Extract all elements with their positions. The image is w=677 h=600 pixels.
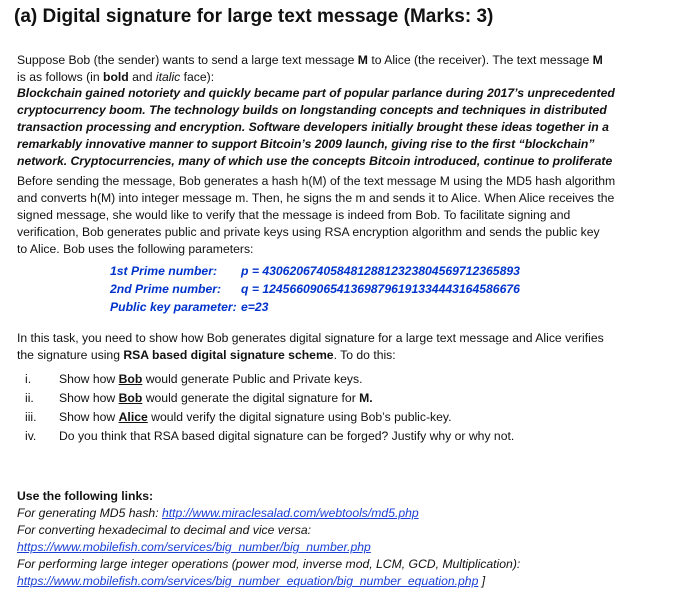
message-line: cryptocurrency boom. The technology builds on longstanding concepts and techniques in distributed bbox=[17, 103, 607, 117]
param-value: q = 12456609065413698796191334443164586676 bbox=[241, 282, 520, 296]
intro-text: to Alice (the receiver). The text message bbox=[367, 53, 593, 67]
message-line: remarkably innovative manner to support Bitcoin’s 2009 launch, giving rise to the first “blockchain” bbox=[17, 137, 595, 151]
step-text bbox=[59, 408, 452, 427]
step-text bbox=[59, 370, 363, 389]
param-label: Public key parameter: bbox=[110, 300, 237, 314]
rsa-parameters bbox=[110, 262, 520, 316]
hex-label: For converting hexadecimal to decimal and vice versa: bbox=[17, 523, 311, 537]
paragraph-line: Before sending the message, Bob generates a hash h(M) of the text message M using the MD5 hash algorithm bbox=[17, 174, 616, 188]
scheme-name: RSA based digital signature scheme bbox=[123, 348, 334, 362]
intro-paragraph bbox=[17, 52, 657, 86]
task-text: the signature using bbox=[17, 348, 124, 362]
links-heading: Use the following links: bbox=[17, 489, 154, 503]
bignum-link[interactable]: https://www.mobilefish.com/services/big_number_equation/big_number_equation.php bbox=[17, 574, 479, 588]
list-item bbox=[17, 427, 514, 446]
message-symbol: M bbox=[357, 53, 368, 67]
paragraph-line: In this task, you need to show how Bob generates digital signature for a large text message and Alice verifies bbox=[17, 331, 604, 345]
message-line: network. Cryptocurrencies, many of which use the concepts Bitcoin introduced, continue to proliferate bbox=[17, 154, 613, 168]
paragraph-line: verification, Bob generates public and private keys using RSA encryption algorithm and sends the public key bbox=[17, 225, 600, 239]
param-row-e bbox=[110, 298, 520, 316]
step-post: would verify the digital signature using Bob’s public-key. bbox=[147, 410, 452, 424]
task-steps-list bbox=[17, 370, 514, 446]
step-pre: Show how bbox=[59, 391, 119, 405]
message-text bbox=[17, 85, 657, 170]
md5-link-row bbox=[17, 505, 520, 522]
list-item bbox=[17, 370, 514, 389]
step-number: ii. bbox=[25, 391, 34, 405]
paragraph-line: to Alice. Bob uses the following parameters: bbox=[17, 242, 254, 256]
list-item bbox=[17, 408, 514, 427]
links-section bbox=[17, 488, 520, 590]
step-text: Do you think that RSA based digital signature can be forged? Justify why or why not. bbox=[59, 429, 515, 443]
md5-label: For generating MD5 hash: bbox=[17, 506, 162, 520]
step-actor: Bob bbox=[118, 391, 143, 405]
message-symbol: M bbox=[592, 53, 603, 67]
task-paragraph bbox=[17, 330, 657, 364]
intro-text: Suppose Bob (the sender) wants to send a large text message bbox=[17, 53, 358, 67]
list-item bbox=[17, 389, 514, 408]
step-number: iii. bbox=[25, 410, 37, 424]
section-title: (a) Digital signature for large text message (Marks: 3) bbox=[14, 6, 494, 27]
step-post: would generate Public and Private keys. bbox=[142, 372, 363, 386]
intro-text: face): bbox=[180, 70, 215, 84]
param-value: e=23 bbox=[241, 300, 269, 314]
bignum-label: For performing large integer operations (power mod, inverse mod, LCM, GCD, Multiplication): bbox=[17, 557, 521, 571]
procedure-paragraph bbox=[17, 173, 657, 258]
step-text bbox=[59, 389, 373, 408]
hex-link-row bbox=[17, 539, 520, 556]
param-value: p = 43062067405848128812323804569712365893 bbox=[241, 264, 520, 278]
step-actor: Bob bbox=[118, 372, 143, 386]
md5-link[interactable]: http://www.miraclesalad.com/webtools/md5.php bbox=[161, 506, 419, 520]
paragraph-line: signed message, she would like to verify that the message is indeed from Bob. To facilitate signing and bbox=[17, 208, 571, 222]
message-line: Blockchain gained notoriety and quickly became part of popular parlance during 2017’s unprecedented bbox=[17, 86, 615, 100]
param-row-p bbox=[110, 262, 520, 280]
message-line: transaction processing and encryption. Software developers initially brought these ideas together in a bbox=[17, 120, 609, 134]
step-number: iv. bbox=[25, 429, 37, 443]
step-number: i. bbox=[25, 372, 32, 386]
task-text: . To do this: bbox=[333, 348, 396, 362]
step-post: would generate the digital signature for bbox=[142, 391, 360, 405]
bracket-suffix: ] bbox=[478, 574, 486, 588]
step-actor: Alice bbox=[118, 410, 148, 424]
paragraph-line: and converts h(M) into integer message m. Then, he signs the m and sends it to Alice. When Alice receives the bbox=[17, 191, 615, 205]
intro-text: and bbox=[128, 70, 156, 84]
italic-word: italic bbox=[155, 70, 181, 84]
param-label: 1st Prime number: bbox=[110, 264, 218, 278]
param-label: 2nd Prime number: bbox=[110, 282, 222, 296]
hex-link[interactable]: https://www.mobilefish.com/services/big_number/big_number.php bbox=[17, 540, 371, 554]
step-pre: Show how bbox=[59, 372, 119, 386]
step-tail: M. bbox=[359, 391, 373, 405]
step-pre: Show how bbox=[59, 410, 119, 424]
bold-word: bold bbox=[103, 70, 129, 84]
param-row-q bbox=[110, 280, 520, 298]
bignum-link-row bbox=[17, 573, 520, 590]
intro-text: is as follows (in bbox=[17, 70, 104, 84]
paragraph-line bbox=[17, 347, 657, 364]
